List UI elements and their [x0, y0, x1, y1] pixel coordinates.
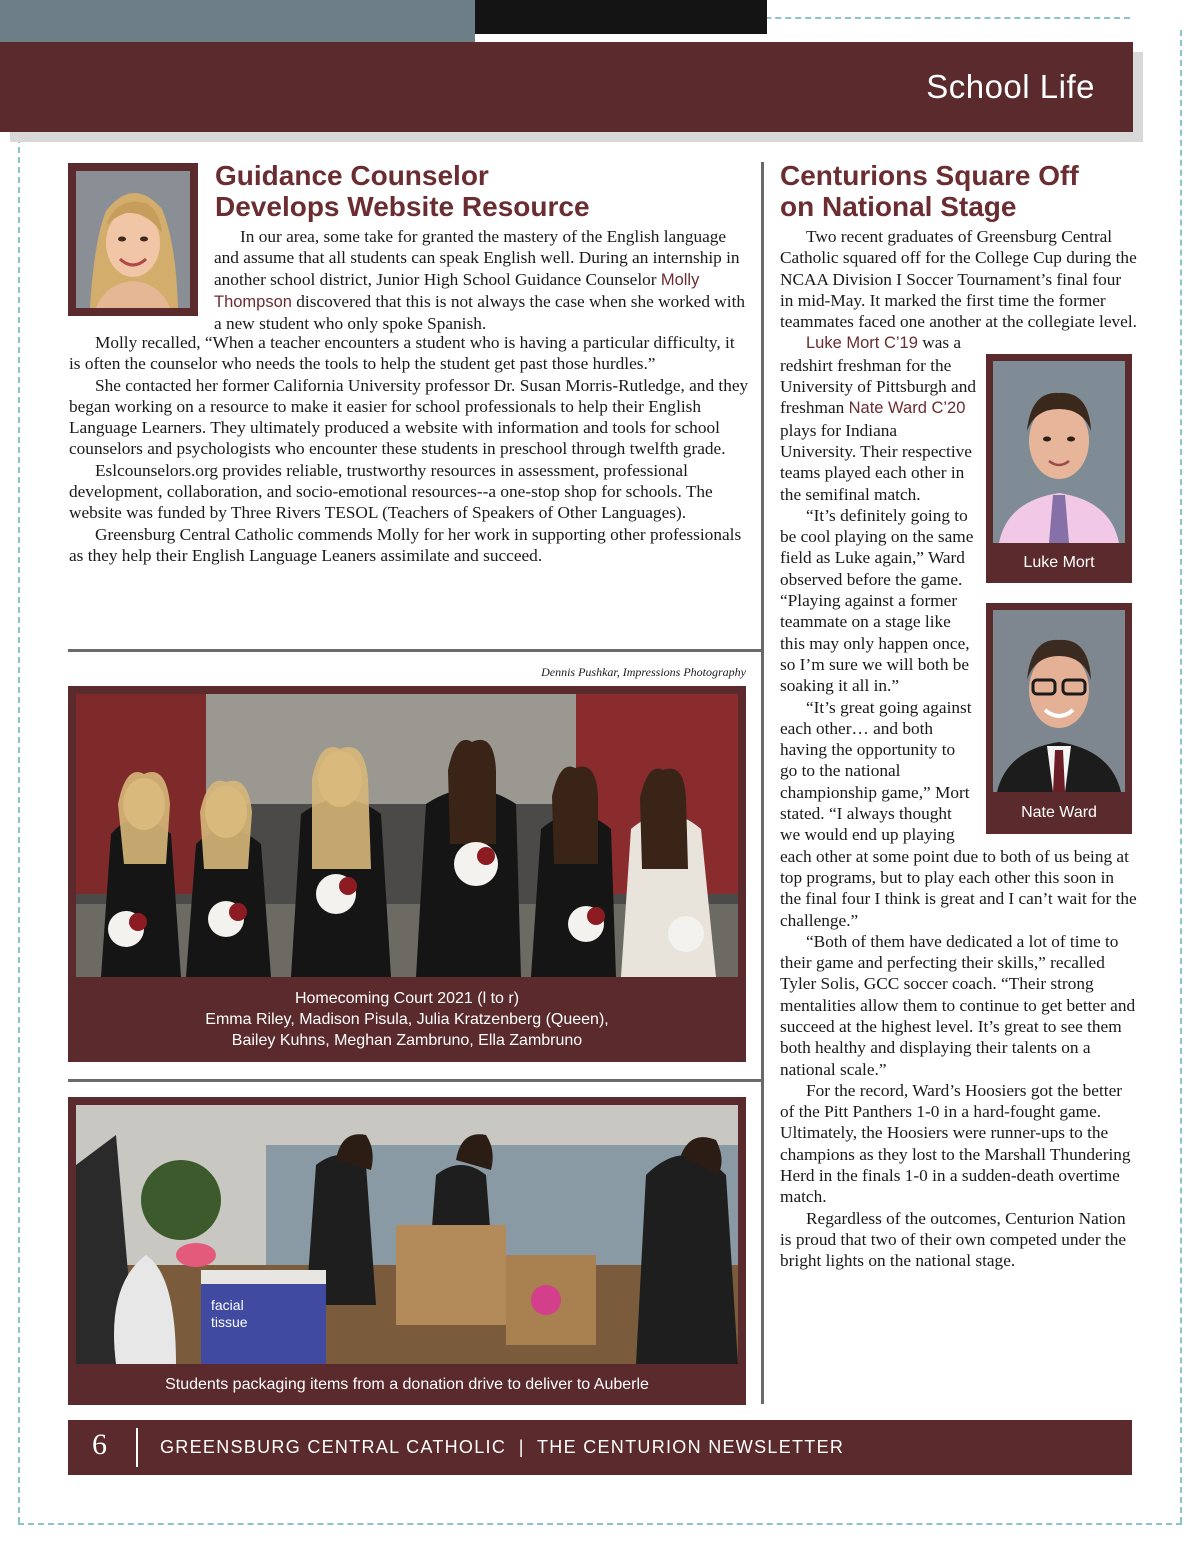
article1-body [69, 332, 749, 566]
donation-drive-photo [76, 1105, 738, 1364]
tissue-box-label-2: tissue [211, 1314, 248, 1330]
nate-ward-photo-frame [986, 603, 1132, 834]
article1-intro [214, 226, 746, 334]
column-divider [761, 162, 764, 1404]
article2-paragraph-1: Two recent graduates of Greensburg Central Catholic squared off for the College Cup during the NCAA Division I Soccer Tournament’s final four in mid-May. It marked the first time the former teammates faced one another at the collegiate level. [780, 227, 1137, 332]
photo-credit: Dennis Pushkar, Impressions Photography [541, 665, 746, 679]
header-tab-gray [0, 0, 475, 42]
divider-2 [68, 1079, 762, 1082]
article2-paragraph-4: “It’s great going against each other… and both having the opportunity to go to the national championship game,” Mort stated. “I always thought we would end up playing each other at some point due to both of us being at top programs, but to play each other this soon in the final four I think is great and I can’t wait for the challenge.” [780, 697, 1137, 930]
name-molly-thompson: Molly Thompson [214, 270, 700, 311]
homecoming-photo-frame [68, 686, 746, 1062]
page-number: 6 [92, 1428, 107, 1461]
article2-paragraph-2: Luke Mort C’19 was a redshirt freshman for the University of Pittsburgh and freshman Nate Ward C’20 plays for Indiana University. Their respective teams played each other in the semifinal match. [780, 333, 977, 504]
article1-paragraph-5: Greensburg Central Catholic commends Molly for her work in supporting other professionals as they help their English Language Leaners assimilate and succeed. [69, 524, 742, 565]
header-tab-black [475, 0, 767, 34]
section-header [0, 42, 1133, 132]
luke-mort-photo-frame [986, 354, 1132, 583]
footer-divider [136, 1428, 138, 1467]
donation-caption: Students packaging items from a donation drive to deliver to Auberle [165, 1376, 649, 1393]
article2-paragraph-6: For the record, Ward’s Hoosiers got the better of the Pitt Panthers 1-0 in a hard-fought game. Ultimately, the Hoosiers were runner-ups to the champions as they lost to the Marshall Thundering Herd in the finals 1-0 in a sudden-death overtime match. [780, 1080, 1131, 1207]
section-title: School Life [926, 68, 1095, 105]
dashed-border-right [1180, 30, 1182, 1523]
tissue-box-label-1: facial [211, 1297, 244, 1313]
name-luke-mort: Luke Mort C’19 [806, 334, 918, 353]
article1-paragraph-1: In our area, some take for granted the mastery of the English language and assume that all students can speak English well. During an internship in another school district, Junior High School Guidance Counselor Molly Thompson discovered that this is not always the case when she worked with a new student who only spoke Spanish. [214, 227, 746, 334]
dashed-border-left [18, 17, 20, 1523]
article2-body [780, 226, 1138, 1272]
luke-mort-photo [993, 361, 1125, 543]
publication-name: GREENSBURG CENTRAL CATHOLIC | THE CENTURION NEWSLETTER [160, 1437, 845, 1457]
homecoming-court-photo [76, 694, 738, 977]
nate-ward-photo [993, 610, 1125, 792]
article1-headline: Guidance Counselor Develops Website Resource [215, 160, 590, 222]
dashed-border-bottom [18, 1523, 1182, 1525]
donation-photo-frame [68, 1097, 746, 1405]
article1-paragraph-3: She contacted her former California University professor Dr. Susan Morris-Rutledge, and they began working on a resource to make it easier for school professionals to help their English Language Learners. They ultimately produced a website with information and tools for school counselors and psychologists who encounter these students in preschool through twelfth grade. [69, 375, 749, 459]
footer [68, 1420, 1132, 1475]
article2-headline: Centurions Square Off on National Stage [780, 160, 1079, 222]
luke-mort-caption: Luke Mort [1023, 554, 1095, 572]
article1-paragraph-2: Molly recalled, “When a teacher encounters a student who is having a particular difficulty, it is often the counselor who needs the tools to help the student get past those hurdles.” [69, 333, 735, 374]
name-nate-ward: Nate Ward C’20 [848, 399, 966, 418]
article1-paragraph-4: Eslcounselors.org provides reliable, trustworthy resources in assessment, professional development, collaboration, and socio-emotional resources--a one-stop shop for schools. The website was funded by Three Rivers TESOL (Teachers of Speakers of Other Languages). [69, 460, 713, 523]
divider-1 [68, 649, 762, 652]
homecoming-caption: Homecoming Court 2021 (l to r) Emma Riley, Madison Pisula, Julia Kratzenberg (Queen), Bailey Kuhns, Meghan Zambruno, Ella Zambruno [205, 990, 609, 1049]
article2-paragraph-3: “It’s definitely going to be cool playing on the same field as Luke again,” Ward observed before the game. “Playing against a former teammate on a stage like this may only happen once, so I’m sure we will both be soaking it all in.” [780, 505, 974, 696]
counselor-portrait [68, 163, 198, 316]
article2-paragraph-7: Regardless of the outcomes, Centurion Nation is proud that two of their own competed under the bright lights on the national stage. [780, 1208, 1127, 1271]
nate-ward-caption: Nate Ward [1021, 804, 1097, 822]
article2-paragraph-5: “Both of them have dedicated a lot of time to their game and perfecting their skills,” recalled Tyler Solis, GCC soccer coach. “Their strong mentalities allow them to continue to get better and succeed at the highest level. It’s great to see them both healthy and displaying their talents on a national scale.” [780, 931, 1136, 1079]
